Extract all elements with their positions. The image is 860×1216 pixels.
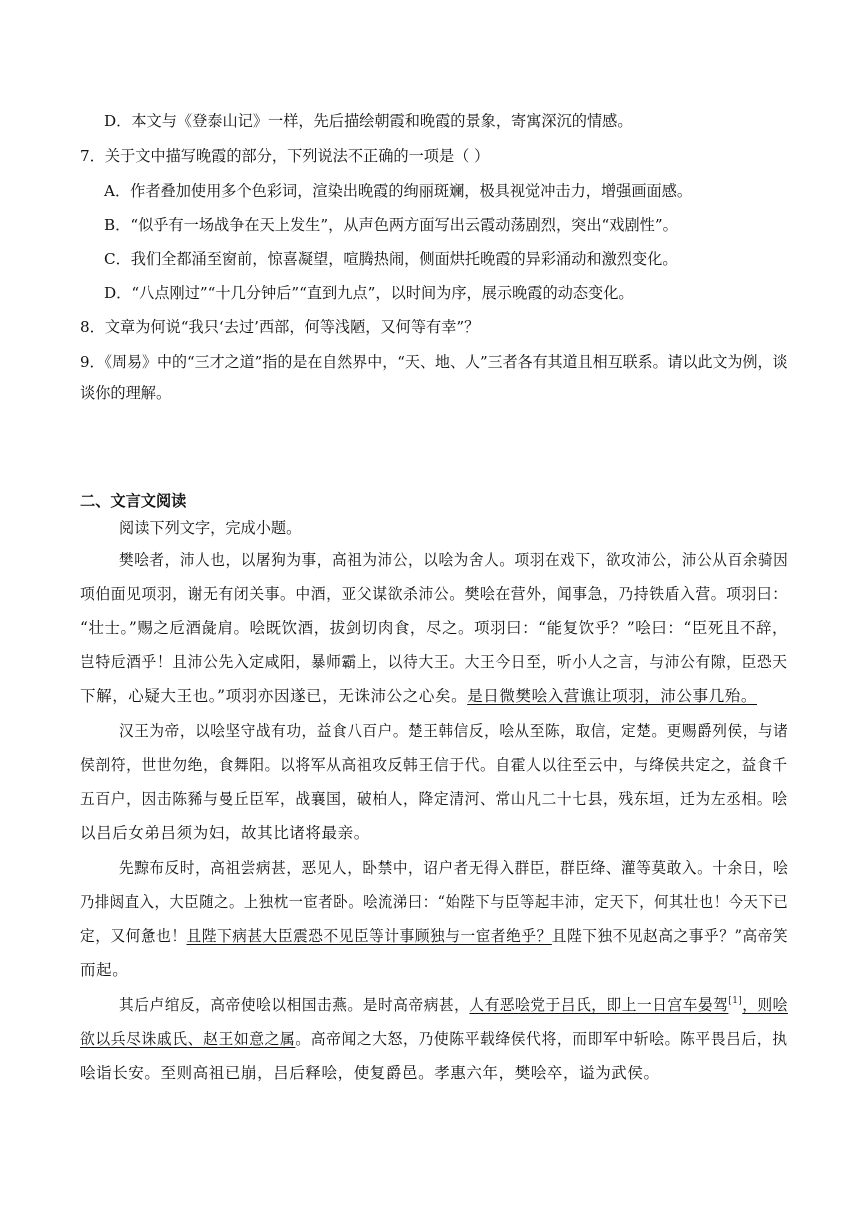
question-8: 8．文章为何说“我只‘去过’西部，何等浅陋，又何等有幸”？ (80, 318, 480, 336)
question-7: 7．关于文中描写晚霞的部分，下列说法不正确的一项是（ ） (80, 147, 490, 165)
passage-p1-line-2: 项伯面见项羽，谢无有闭关事。中酒，亚父谋欲杀沛公。樊哙在营外，闻事急，乃持铁盾入营。项羽曰： (80, 585, 788, 603)
q7-option-d: D．“八点刚过”“十几分钟后”“直到九点”，以时间为序，展示晚霞的动态变化。 (104, 284, 634, 302)
q7-option-b: B．“似乎有一场战争在天上发生”，从声色两方面写出云霞动荡剧烈，突出“戏剧性”。 (104, 216, 678, 234)
passage-p4-line-1 (119, 994, 788, 1016)
q7-option-c: C．我们全都涌至窗前，惊喜凝望，喧腾热闹，侧面烘托晚霞的异彩涌动和激烈变化。 (104, 250, 678, 268)
q6-option-d: D．本文与《登泰山记》一样，先后描绘朝霞和晚霞的景象，寄寓深沉的情感。 (104, 112, 633, 130)
passage-p2-line-4: 以吕后女弟吕须为妇，故其比诸将最亲。 (80, 824, 370, 842)
passage-p3-line-1: 先黥布反时，高祖尝病甚，恶见人，卧禁中，诏户者无得入群臣，群臣绛、灌等莫敢入。十余日，哙 (119, 859, 789, 877)
underlined-sentence-1: 是日微樊哙入营谯让项羽，沛公事几殆。 (467, 687, 757, 705)
passage-text: 且陛下独不见赵高之事乎？”高帝笑 (551, 927, 789, 945)
underlined-sentence-2: 且陛下病甚大臣震恐不见臣等计事顾独与一宦者绝乎？ (186, 927, 552, 945)
passage-text: 。高帝闻之大怒，乃使陈平载绛侯代将，而即军中斩哙。陈平畏吕后，执 (295, 1030, 788, 1048)
passage-p1-line-4: 岂特卮酒乎！且沛公先入定咸阳，暴师霸上，以待大王。大王今日至，听小人之言，与沛公有隙，臣恐天 (80, 653, 788, 671)
passage-p3-line-3 (80, 925, 788, 947)
passage-p2-line-1: 汉王为帝，以哙坚守战有功，益食八百户。楚王韩信反，哙从至陈，取信，定楚。更赐爵列侯，与诸 (119, 722, 789, 740)
passage-p4-line-2 (80, 1028, 788, 1050)
passage-p1-line-3: “壮士。”赐之卮酒彘肩。哙既饮酒，拔剑切肉食，尽之。项羽曰：“能复饮乎？”哙曰：“臣死且不辞， (80, 619, 789, 637)
section-heading: 二、文言文阅读 (80, 492, 187, 510)
passage-p4-line-3: 哙诣长安。至则高祖已崩，吕后释哙，使复爵邑。孝惠六年，樊哙卒，谥为武侯。 (80, 1064, 660, 1082)
reading-instruction: 阅读下列文字，完成小题。 (119, 519, 302, 537)
passage-p1-line-1: 樊哙者，沛人也，以屠狗为事，高祖为沛公，以哙为舍人。项羽在戏下，欲攻沛公，沛公从百余骑因 (119, 551, 789, 569)
footnote-marker: [1] (728, 996, 743, 1006)
passage-p3-line-4: 而起。 (80, 961, 129, 979)
underlined-sentence-3: 人有恶哙党于吕氏，即上一日宫车晏驾 (469, 996, 729, 1014)
q7-option-a: A．作者叠加使用多个色彩词，渲染出晚霞的绚丽斑斓，极具视觉冲击力，增强画面感。 (104, 182, 693, 200)
passage-p1-line-5 (80, 685, 757, 707)
passage-p2-line-2: 侯剖符，世世勿绝，食舞阳。以将军从高祖攻反韩王信于代。自霍人以往至云中，与绛侯共定之，益食千 (80, 756, 788, 774)
underlined-sentence-3-end: 欲以兵尽诛戚氏、赵王如意之属 (80, 1030, 296, 1048)
passage-p2-line-3: 五百户，因击陈豨与曼丘臣军，战襄国，破柏人，降定清河、常山凡二十七县，残东垣，迁为左丞相。哙 (80, 790, 788, 808)
question-9-line-1: 9．《周易》中的“三才之道”指的是在自然界中，“天、地、人”三者各有其道且相互联系。请以此文为例，谈 (80, 353, 788, 371)
passage-text: 定，又何惫也！ (80, 927, 187, 945)
passage-text: 下解，心疑大王也。”项羽亦因遂已，无诛沛公之心矣。 (80, 687, 468, 705)
underlined-sentence-3-cont: ，则哙 (742, 996, 788, 1014)
passage-text: 其后卢绾反，高帝使哙以相国击燕。是时高帝病甚， (119, 996, 470, 1014)
question-9-line-2: 谈你的理解。 (80, 384, 172, 402)
passage-p3-line-2: 乃排闼直入，大臣随之。上独枕一宦者卧。哙流涕曰：“始陛下与臣等起丰沛，定天下，何其壮也！今天下已 (80, 893, 789, 911)
